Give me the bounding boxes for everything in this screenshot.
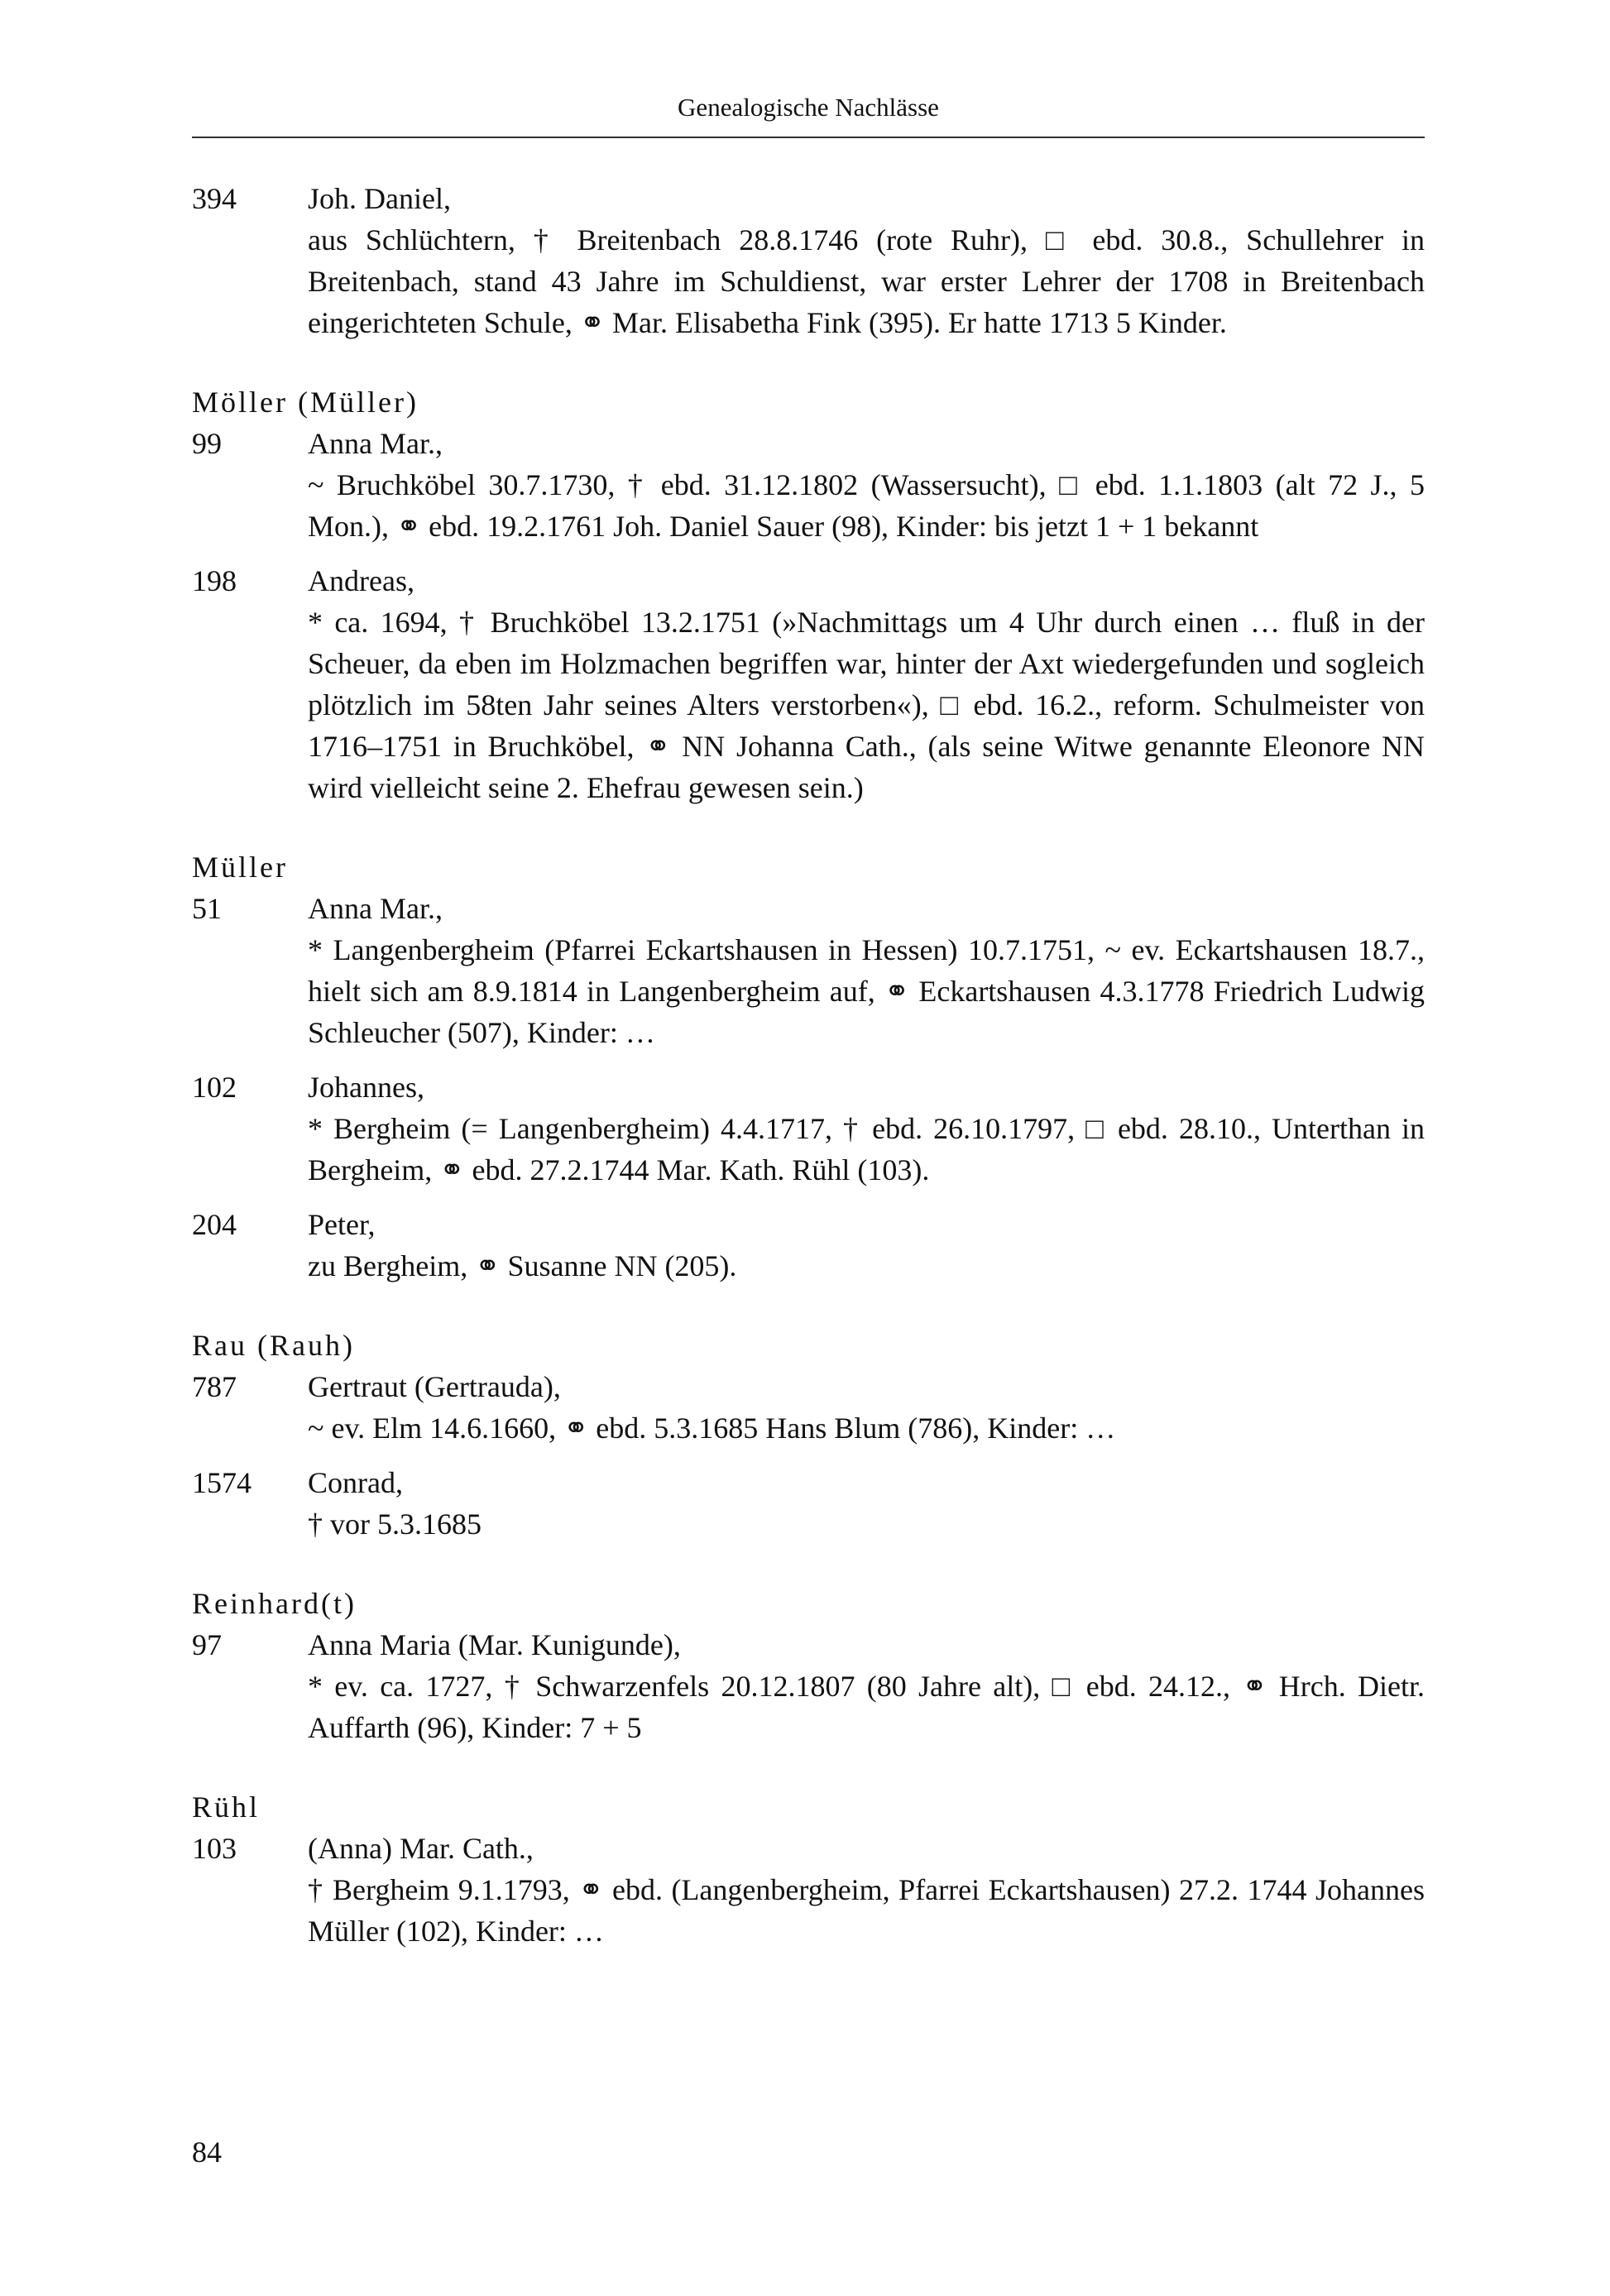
entry-description: * ca. 1694, † Bruchköbel 13.2.1751 (»Nachmittags um 4 Uhr durch einen … fluß in der Scheuer, da eben im Holzmachen begriffen war, hinter der Axt wiedergefunden und sogleich plötzlich im 58ten Jahr seines Alters verstorben«), □ ebd. 16.2., reform. Schulmeister von 1716–1751 in Bruchköbel, ⚭ NN Johanna Cath., (als seine Witwe genannte Eleonore NN wird vielleicht seine 2. Ehefrau gewesen sein.) [308, 606, 1425, 804]
entry-number: 198 [192, 564, 237, 597]
entry-number: 1574 [192, 1466, 252, 1499]
entry-description: * Langenbergheim (Pfarrei Eckartshausen in Hessen) 10.7.1751, ~ ev. Eckartshausen 18.7., hielt sich am 8.9.1814 in Langenbergheim auf, ⚭ Eckartshausen 4.3.1778 Friedrich Ludwig Schleucher (507), Kinder: … [308, 933, 1425, 1049]
entry-number: 99 [192, 427, 222, 460]
entry-name: Peter, [308, 1208, 376, 1241]
entry-99 [192, 423, 1425, 547]
entry-name: (Anna) Mar. Cath., [308, 1832, 534, 1865]
surname-heading: Rau (Rauh) [192, 1329, 355, 1362]
entry-description: ~ ev. Elm 14.6.1660, ⚭ ebd. 5.3.1685 Hans Blum (786), Kinder: … [308, 1412, 1116, 1445]
entry-name: Anna Mar., [308, 892, 443, 925]
entry-number: 103 [192, 1832, 237, 1865]
entry-number: 394 [192, 182, 237, 215]
entry-number: 204 [192, 1208, 237, 1241]
entry-97 [192, 1624, 1425, 1748]
entry-number: 102 [192, 1071, 237, 1104]
entry-204 [192, 1204, 1425, 1287]
header-rule [192, 137, 1425, 138]
surname-heading: Rühl [192, 1790, 261, 1824]
surname-heading: Müller [192, 851, 288, 884]
entry-name: Anna Maria (Mar. Kunigunde), [308, 1628, 681, 1661]
entry-787 [192, 1366, 1425, 1449]
entry-name: Andreas, [308, 564, 414, 597]
entry-name: Anna Mar., [308, 427, 443, 460]
entry-description: * ev. ca. 1727, † Schwarzenfels 20.12.1807 (80 Jahre alt), □ ebd. 24.12., ⚭ Hrch. Dietr. Auffarth (96), Kinder: 7 + 5 [308, 1670, 1425, 1744]
entry-51 [192, 888, 1425, 1053]
entry-description: † vor 5.3.1685 [308, 1507, 482, 1541]
entry-394 [192, 178, 1425, 343]
entry-number: 97 [192, 1628, 222, 1661]
entry-198 [192, 560, 1425, 808]
running-header: Genealogische Nachlässe [678, 93, 939, 122]
entry-1574 [192, 1462, 1425, 1545]
entry-description: ~ Bruchköbel 30.7.1730, † ebd. 31.12.1802 (Wassersucht), □ ebd. 1.1.1803 (alt 72 J., 5 Mon.), ⚭ ebd. 19.2.1761 Joh. Daniel Sauer (98), Kinder: bis jetzt 1 + 1 bekannt [308, 468, 1425, 543]
page-number: 84 [192, 2135, 222, 2169]
entry-name: Johannes, [308, 1071, 424, 1104]
entry-description: * Bergheim (= Langenbergheim) 4.4.1717, † ebd. 26.10.1797, □ ebd. 28.10., Unterthan in Bergheim, ⚭ ebd. 27.2.1744 Mar. Kath. Rühl (103). [308, 1112, 1425, 1186]
entry-102 [192, 1067, 1425, 1191]
entry-name: Conrad, [308, 1466, 403, 1499]
entry-description: zu Bergheim, ⚭ Susanne NN (205). [308, 1249, 737, 1282]
surname-heading: Möller (Müller) [192, 386, 419, 419]
genealogy-list [192, 178, 1425, 1952]
entry-name: Gertraut (Gertrauda), [308, 1370, 561, 1403]
entry-description: † Bergheim 9.1.1793, ⚭ ebd. (Langenbergheim, Pfarrei Eckartshausen) 27.2. 1744 Johannes Müller (102), Kinder: … [308, 1873, 1425, 1948]
surname-heading: Reinhard(t) [192, 1587, 357, 1620]
entry-103 [192, 1828, 1425, 1952]
entry-name: Joh. Daniel, [308, 182, 451, 215]
entry-number: 51 [192, 892, 222, 925]
entry-number: 787 [192, 1370, 237, 1403]
entry-description: aus Schlüchtern, † Breitenbach 28.8.1746 (rote Ruhr), □ ebd. 30.8., Schullehrer in Breitenbach, stand 43 Jahre im Schuldienst, war erster Lehrer der 1708 in Breitenbach eingerichteten Schule, ⚭ Mar. Elisabetha Fink (395). Er hatte 1713 5 Kinder. [308, 223, 1425, 339]
